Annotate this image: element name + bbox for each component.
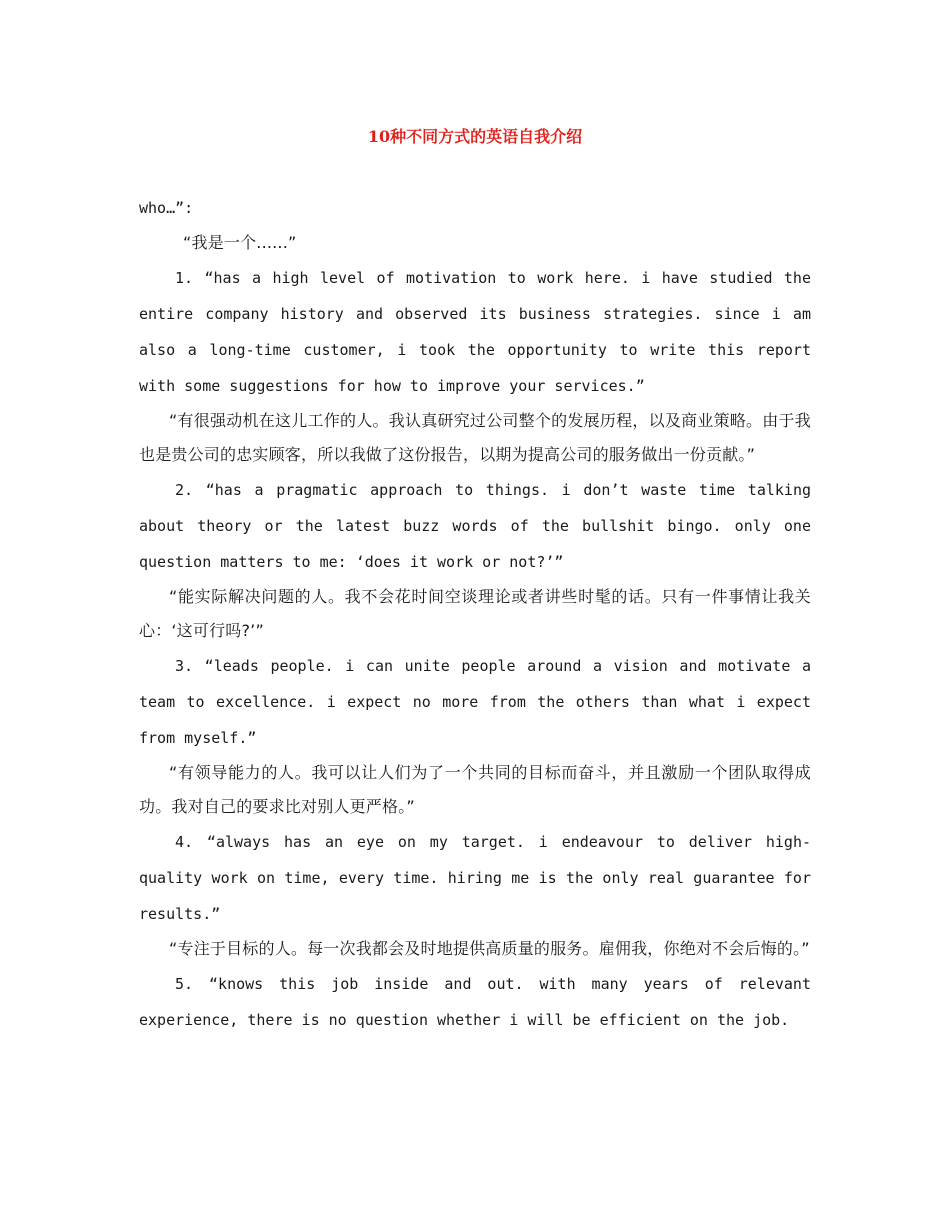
paragraph: “专注于目标的人。每一次我都会及时地提供高质量的服务。雇佣我，你绝对不会后悔的。” bbox=[169, 939, 810, 958]
paragraph: “有很强动机在这儿工作的人。我认真研究过公司整个的发展历程，以及商业策略。由于我也是贵公司的忠实顾客，所以我做了这份报告，以期为提高公司的服务做出一份贡献。” bbox=[139, 411, 811, 464]
document-title: 10种不同方式的英语自我介绍 bbox=[367, 127, 583, 146]
paragraph: “能实际解决问题的人。我不会花时间空谈理论或者讲些时髦的话。只有一件事情让我关心：‘这可行吗?’” bbox=[139, 587, 811, 640]
paragraph: 3. “leads people. i can unite people around a vision and motivate a team to excellence. i expect no more from the others than what i expect from myself.” bbox=[139, 657, 811, 747]
paragraph: 2. “has a pragmatic approach to things. i don’t waste time talking about theory or the latest buzz words of the bullshit bingo. only one question matters to me: ‘does it work or not?’” bbox=[139, 481, 811, 571]
paragraph: 4. “always has an eye on my target. i endeavour to deliver high-quality work on time, every time. hiring me is the only real guarantee for results.” bbox=[139, 833, 811, 923]
paragraph: “有领导能力的人。我可以让人们为了一个共同的目标而奋斗，并且激励一个团队取得成功。我对自己的要求比对别人更严格。” bbox=[139, 763, 811, 816]
document-body bbox=[139, 190, 811, 1038]
paragraph: “我是一个......” bbox=[183, 233, 297, 252]
paragraph: 5. “knows this job inside and out. with many years of relevant experience, there is no question whether i will be efficient on the job. bbox=[139, 975, 811, 1029]
paragraph: who…”: bbox=[139, 199, 194, 217]
paragraph: 1. “has a high level of motivation to work here. i have studied the entire company history and observed its business strategies. since i am also a long-time customer, i took the opportunity to write this report with some suggestions for how to improve your services.” bbox=[139, 269, 811, 395]
